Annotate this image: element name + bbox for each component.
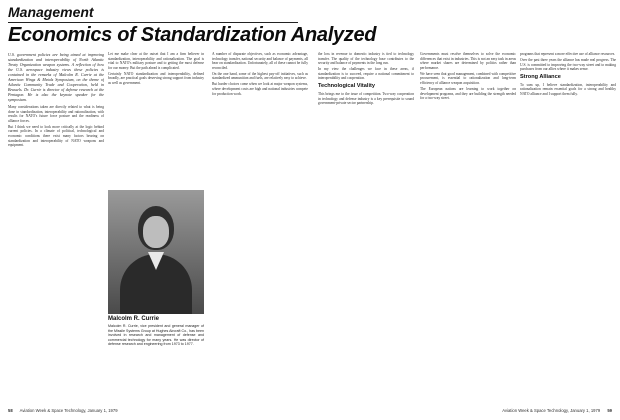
article-column-3 xyxy=(212,52,308,392)
paragraph: Many considerations taken are directly related to what is being done in standardization, interoperability and rationalization, with results for NATO's future force posture and the readiness of alliance forces. xyxy=(8,105,104,123)
paragraph: We have seen that good management, combined with competitive procurement, is essential to rationalization and long-term efficiency of alliance weapon acquisition. xyxy=(420,71,516,85)
footer-left xyxy=(8,408,118,413)
subhead: Strong Alliance xyxy=(520,73,561,80)
subhead: Technological Vitality xyxy=(318,82,375,89)
paragraph: Let me make clear at the outset that I am a firm believer in standardization, interoperability and rationalization. The goal is vital to NATO's military posture and to getting the most defense for our money. But the path ahead is complicated. xyxy=(108,52,204,70)
paragraph: In my view the challenges we face in these areas, if standardization is to succeed, require a national commitment to interoperability and cooperation. xyxy=(318,67,414,81)
page-number-right: 59 xyxy=(607,408,612,413)
page-number-left: 58 xyxy=(8,408,13,413)
photo-caption: Malcolm R. Currie, vice president and general manager of the Missile Systems Group at Hughes Aircraft Co., has been involved in research and management of defense and commercial technology for many years. He was director of defense research and engineering from 1973 to 1977. xyxy=(108,324,204,347)
paragraph: But harder choices come when we look at major weapon systems, where development costs are high and national industries compete for production work. xyxy=(212,82,308,96)
paragraph: Over the past three years the alliance has made real progress. The U.S. is committed to improving the two-way street and to making purchases from our allies where it makes sense. xyxy=(520,57,616,72)
article-headline: Economics of Standardization Analyzed xyxy=(8,24,377,46)
article-column-4 xyxy=(318,52,414,392)
article-lead: U.S. government policies are being aimed at improving standardization and interoperability of North Atlantic Treaty Organization weapon systems. A reflection of how the U.S. aerospace industry views these policies is contained in the remarks of Malcolm R. Currie at the American Wings & Metals Symposium, on the theme of Atlantic Community Trade and Cooperation, held in Brussels. Dr. Currie is director of defense research at the Pentagon. He is also the keynote speaker for the symposium. xyxy=(8,52,104,102)
section-rule xyxy=(8,22,298,23)
paragraph: But I think we need to look more critically at the logic behind current policies. In a climate of political, technological and economic conditions there exist many factors bearing on standardization and interoperability of NATO weapons and equipment. xyxy=(8,124,104,148)
paragraph: Certainly NATO standardization and interoperability, defined broadly, are practical goals deserving strong support from industry as well as government. xyxy=(108,71,204,85)
paragraph: A number of disparate objectives, such as economic advantage, technology transfer, national security and balance of payments, all bear on standardization. Unfortunately, all of these cannot be fully reconciled. xyxy=(212,52,308,70)
paragraph: This brings me to the issue of competition. Two-way cooperation in technology and defense industry is a key prerequisite to sound government-private sector partnership. xyxy=(318,91,414,106)
paragraph: On the one hand, some of the highest pay-off initiatives, such as standardized ammunition and fuels, are relatively easy to achieve. xyxy=(212,71,308,81)
paragraph: The European nations are learning to work together on development programs, and they are building the strength needed for a two-way street. xyxy=(420,86,516,101)
photo-face-shape xyxy=(143,216,169,248)
footer-right xyxy=(502,408,612,413)
photo-caption-name: Malcolm R. Currie xyxy=(108,316,160,322)
article-column-5 xyxy=(420,52,516,392)
article-column-2 xyxy=(108,52,204,186)
section-label: Management xyxy=(8,4,94,20)
article-column-6 xyxy=(520,52,616,392)
article-column-1 xyxy=(8,52,104,392)
paragraph: Governments must resolve themselves to solve the economic differences that exist in industries. This is not an easy task in areas where market shares are determined by politics rather than performance. xyxy=(420,52,516,70)
footer-credit-left: Aviation Week & Space Technology, January 1, 1979 xyxy=(19,408,118,413)
author-photo xyxy=(108,190,204,314)
paragraph: programs that represent a more effective use of alliance resources. xyxy=(520,52,616,56)
footer-credit-right: Aviation Week & Space Technology, January 1, 1979 xyxy=(502,408,601,413)
paragraph: To sum up, I believe standardization, interoperability and rationalization remain essential goals for a strong and healthy NATO alliance and I support them fully. xyxy=(520,82,616,96)
paragraph: the loss in revenue to domestic industry is tied to technology transfer. The quality of the technology base contributes to the security and balance of payments in the long run. xyxy=(318,52,414,66)
